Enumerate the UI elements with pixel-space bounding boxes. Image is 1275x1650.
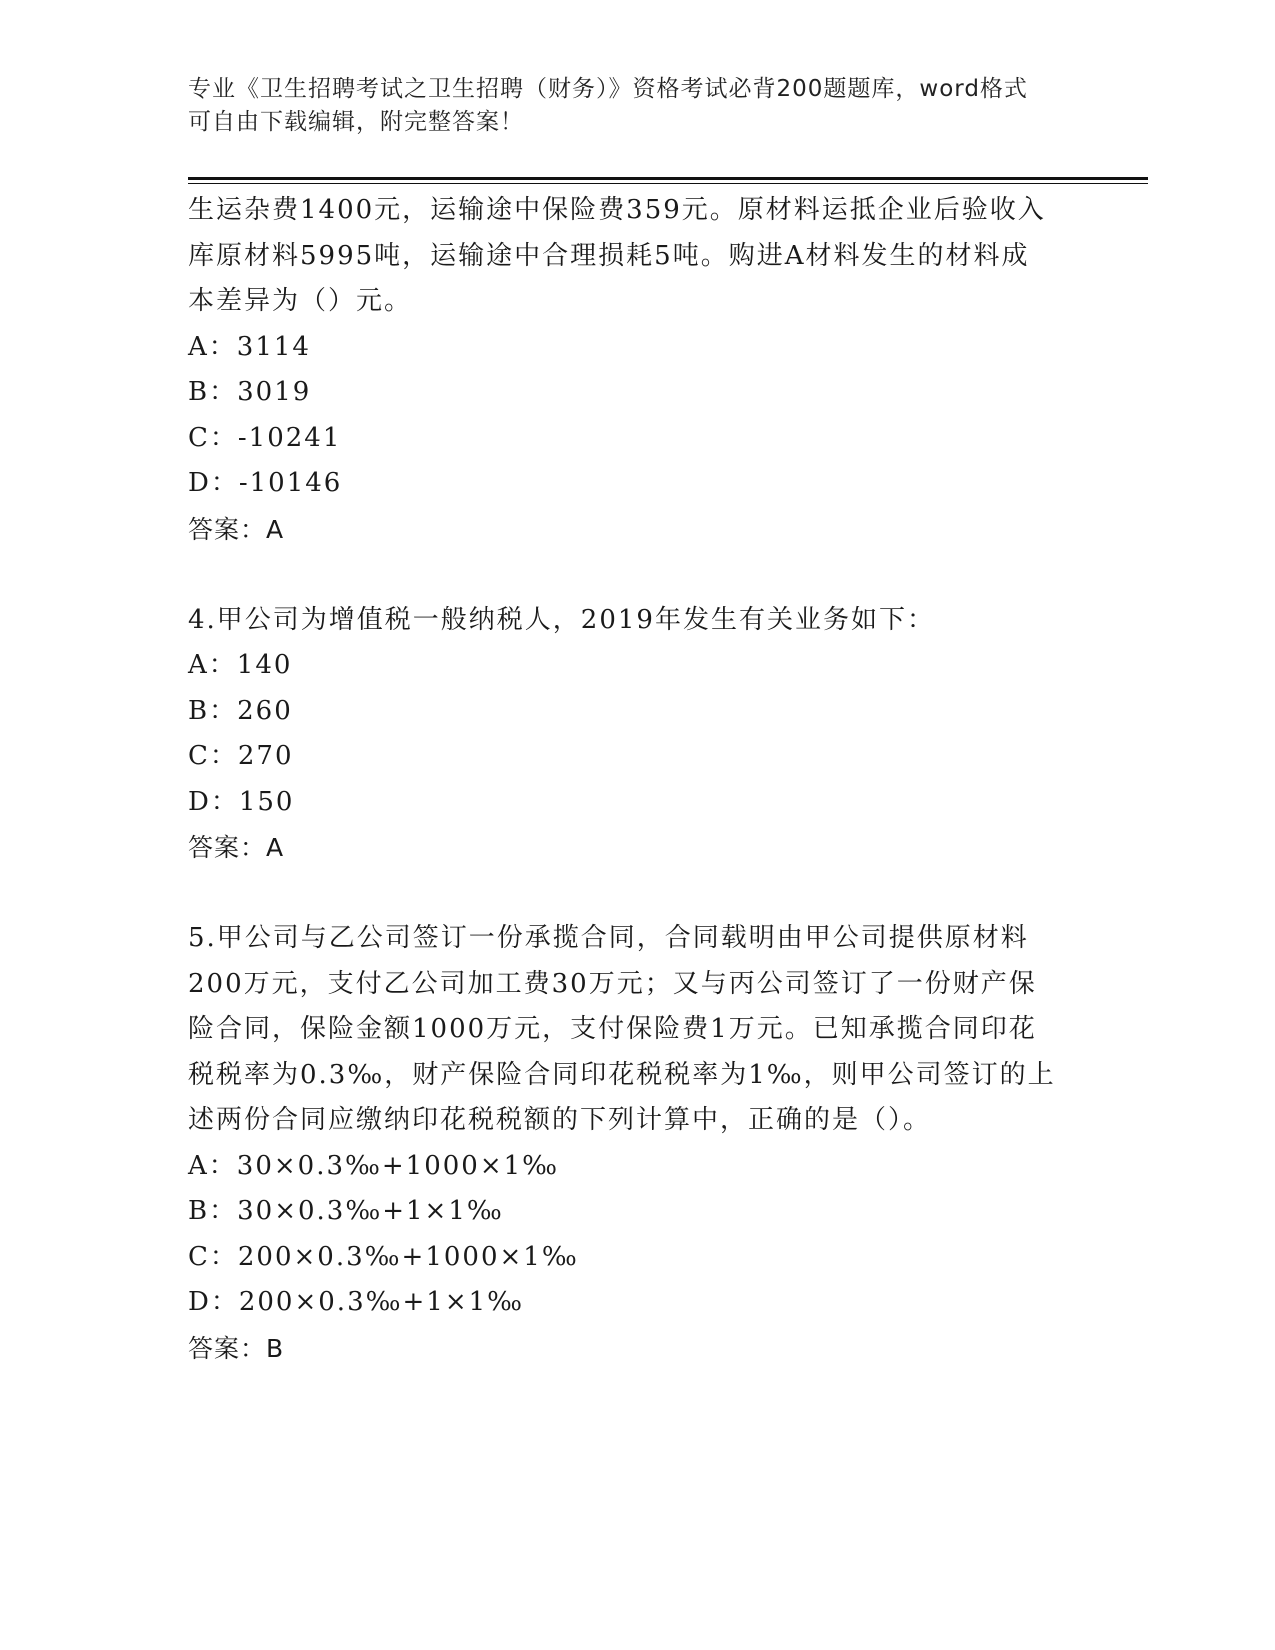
option-a: A：140 — [188, 650, 293, 680]
header-title-line-2: 可自由下载编辑，附完整答案！ — [188, 109, 524, 135]
stem-line: 200万元，支付乙公司加工费30万元；又与丙公司签订了一份财产保 — [188, 968, 1037, 999]
spacer — [188, 871, 1068, 917]
option-b: B：30×0.3‰+1×1‰ — [188, 1196, 504, 1226]
stem-line: 述两份合同应缴纳印花税税额的下列计算中，正确的是（）。 — [188, 1105, 932, 1135]
stem-line: 险合同，保险金额1000万元，支付保险费1万元。已知承揽合同印花 — [188, 1014, 1037, 1044]
option-b: B：3019 — [188, 377, 312, 407]
document-header — [188, 73, 1068, 139]
stem-line: 生运杂费1400元，运输途中保险费359元。原材料运抵企业后验收入 — [188, 195, 1046, 225]
option-d: D：-10146 — [188, 468, 343, 498]
option-c: C：270 — [188, 741, 294, 771]
question-stem — [188, 188, 1068, 325]
stem-line: 4.甲公司为增值税一般纳税人，2019年发生有关业务如下： — [188, 604, 935, 635]
question-stem — [188, 598, 1068, 644]
option-d: D：200×0.3‰+1×1‰ — [188, 1287, 525, 1317]
option-a: A：3114 — [188, 331, 311, 362]
option-c: C：-10241 — [188, 422, 342, 453]
header-divider-thin — [188, 183, 1148, 184]
answer-line: 答案：A — [188, 514, 285, 544]
answer-line: 答案：B — [188, 1333, 285, 1363]
question-content — [188, 188, 1068, 1371]
option-c: C：200×0.3‰+1000×1‰ — [188, 1241, 579, 1272]
option-a: A：30×0.3‰+1000×1‰ — [188, 1150, 560, 1181]
option-d: D：150 — [188, 786, 295, 817]
stem-line: 库原材料5995吨，运输途中合理损耗5吨。购进A材料发生的材料成 — [188, 240, 1030, 271]
question-block — [188, 916, 1068, 1371]
option-b: B：260 — [188, 695, 293, 726]
header-title-line-1: 专业《卫生招聘考试之卫生招聘（财务）》资格考试必背200题题库，word格式 — [188, 76, 1028, 102]
question-stem — [188, 916, 1068, 1144]
spacer — [188, 552, 1068, 598]
stem-line: 5.甲公司与乙公司签订一份承揽合同，合同载明由甲公司提供原材料 — [188, 923, 1029, 953]
question-block — [188, 598, 1068, 871]
header-divider-thick — [188, 177, 1148, 180]
stem-line: 本差异为（）元。 — [188, 286, 413, 316]
answer-line: 答案：A — [188, 833, 285, 862]
stem-line: 税税率为0.3‰，财产保险合同印花税税率为1‰，则甲公司签订的上 — [188, 1059, 1056, 1090]
question-block — [188, 188, 1068, 552]
